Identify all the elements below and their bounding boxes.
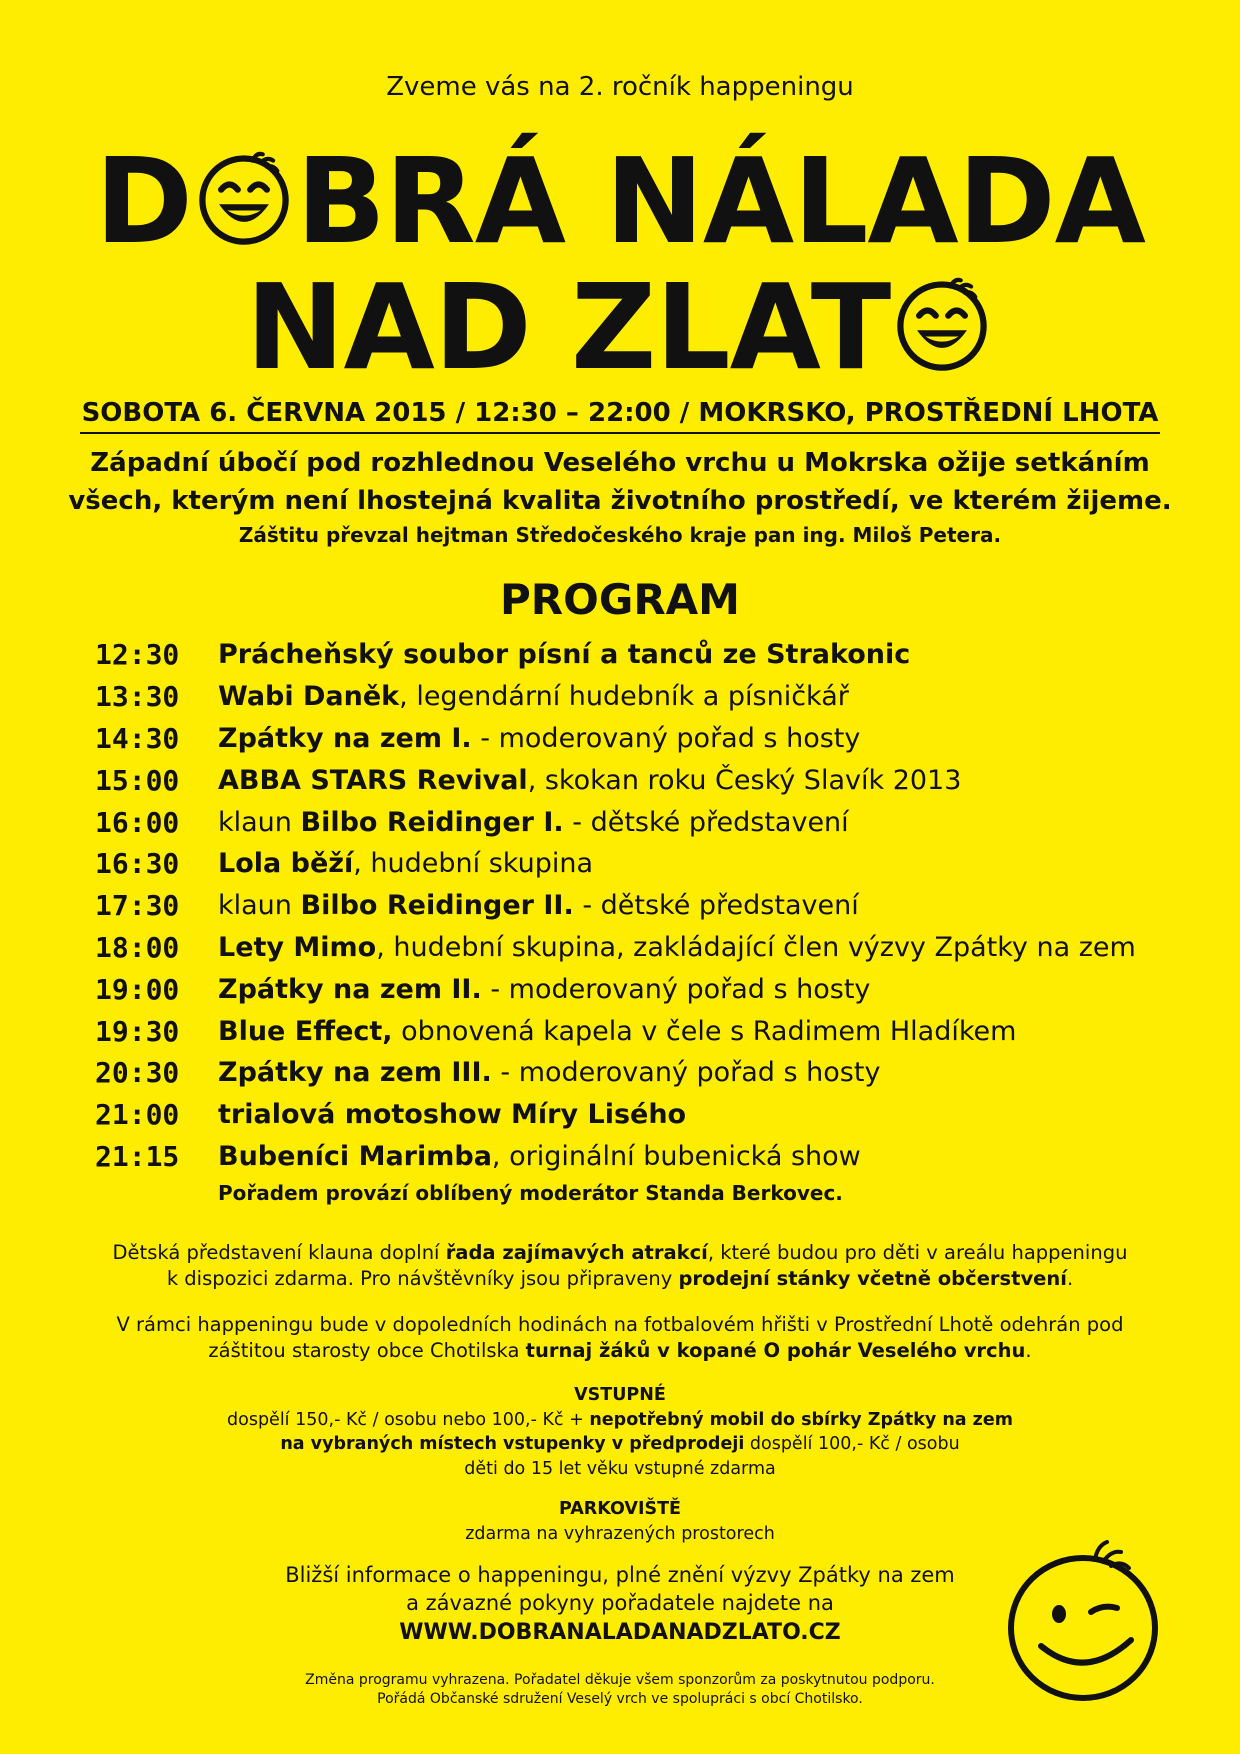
program-suffix: , legendární hudebník a písničkář	[399, 681, 849, 713]
event-dateline: SOBOTA 6. ČERVNA 2015 / 12:30 – 22:00 / MOKRSKO, PROSTŘEDNÍ LHOTA	[80, 398, 1160, 434]
admission-line-2b: dospělí 100,- Kč / osobu	[744, 1434, 960, 1454]
host-note: Pořadem provází oblíbený moderátor Standa Berkovec.	[218, 1181, 843, 1205]
laughing-smiley-icon	[890, 272, 994, 376]
para1-c: , které budou pro děti v areálu happeningu	[707, 1241, 1128, 1264]
program-row	[95, 676, 1215, 718]
admission-section	[0, 1383, 1240, 1481]
title-line-1	[0, 132, 1240, 270]
admission-line-2	[0, 1432, 1240, 1457]
program-suffix: - dětské představení	[563, 806, 849, 838]
program-time: 17:30	[95, 889, 180, 923]
program-description	[218, 681, 849, 712]
intro-text: Zveme vás na 2. ročník happeningu	[386, 72, 854, 102]
program-act: Bilbo Reidinger I.	[300, 806, 564, 838]
program-row	[95, 1136, 1215, 1178]
program-time: 16:00	[95, 805, 180, 839]
program-suffix: , hudební skupina	[353, 848, 594, 880]
program-time: 16:30	[95, 847, 180, 881]
lead-line-2: všech, kterým není lhostejná kvalita životního prostředí, ve kterém žijeme.	[68, 486, 1172, 516]
program-suffix: - moderovaný pořad s hosty	[481, 973, 871, 1005]
program-time: 19:00	[95, 972, 180, 1006]
title-line-2	[0, 258, 1240, 396]
program-description	[218, 1141, 861, 1172]
title-line-1-start: D	[94, 132, 192, 270]
lead-text	[60, 444, 1180, 520]
program-time: 14:30	[95, 721, 180, 755]
para1-d: k dispozici zdarma. Pro návštěvníky jsou připraveny	[166, 1267, 679, 1290]
program-prefix: klaun	[218, 806, 301, 838]
para2-d: .	[1025, 1339, 1032, 1362]
program-act: ABBA STARS Revival	[218, 764, 528, 796]
title-line-2-start: NAD ZLAT	[245, 258, 891, 396]
program-row	[95, 885, 1215, 927]
info-line-2: a závazné pokyny pořadatele najdete na	[406, 1591, 834, 1615]
lead-line-1: Západní úbočí pod rozhlednou Veselého vrchu u Mokrska ožije setkáním	[90, 448, 1150, 478]
admission-heading: VSTUPNÉ	[574, 1385, 666, 1405]
para1-a: Dětská představení klauna doplní	[112, 1241, 446, 1264]
program-description	[218, 639, 910, 670]
program-row	[95, 968, 1215, 1010]
para1-e: prodejní stánky včetně občerstvení	[678, 1267, 1067, 1290]
footer-line-2: Pořádá Občanské sdružení Veselý vrch ve spolupráci s obcí Chotilsko.	[377, 1691, 863, 1707]
program-description	[218, 1099, 686, 1130]
program-suffix: , hudební skupina, zakládající člen výzvy Zpátky na zem	[376, 931, 1136, 963]
admission-line-2a: na vybraných místech vstupenky v předprodeji	[280, 1434, 745, 1454]
laughing-smiley-icon	[192, 146, 296, 250]
program-description	[218, 723, 860, 754]
program-act: Prácheňský soubor písní a tanců ze Strakonic	[218, 639, 911, 671]
program-time: 21:00	[95, 1098, 180, 1132]
program-description	[218, 765, 961, 796]
program-row	[95, 759, 1215, 801]
program-row	[95, 1010, 1215, 1052]
program-prefix: klaun	[218, 890, 301, 922]
program-description	[218, 890, 859, 921]
program-act: Lety Mimo	[218, 931, 377, 963]
program-act: trialová motoshow Míry Lisého	[218, 1099, 687, 1131]
program-suffix: - moderovaný pořad s hosty	[471, 722, 861, 754]
program-description	[218, 1016, 1016, 1047]
program-act: Lola běží	[218, 848, 354, 880]
program-time: 13:30	[95, 680, 180, 714]
program-time: 20:30	[95, 1056, 180, 1090]
program-time: 15:00	[95, 763, 180, 797]
admission-line-3: děti do 15 let věku vstupné zdarma	[464, 1458, 776, 1479]
para1-b: řada zajímavých atrakcí	[445, 1241, 708, 1264]
info-line-1: Bližší informace o happeningu, plné znění výzvy Zpátky na zem	[285, 1563, 955, 1587]
footer-line-1: Změna programu vyhrazena. Pořadatel děkuje všem sponzorům za poskytnutou podporu.	[305, 1672, 935, 1688]
program-row	[95, 843, 1215, 885]
program-suffix: obnovená kapela v čele s Radimem Hladíkem	[392, 1015, 1017, 1047]
para2-c: turnaj žáků v kopané O pohár Veselého vrchu	[525, 1339, 1026, 1362]
title-line-1-end: BRÁ NÁLADA	[295, 132, 1146, 270]
para2-b: záštitou starosty obce Chotilska	[208, 1339, 526, 1362]
program-act: Wabi Daněk	[218, 681, 400, 713]
parking-text: zdarma na vyhrazených prostorech	[465, 1524, 775, 1544]
program-row	[95, 927, 1215, 969]
program-suffix: , originální bubenická show	[491, 1140, 861, 1172]
winking-smiley-icon	[995, 1528, 1175, 1708]
admission-line-1a: dospělí 150,- Kč / osobu nebo 100,- Kč +	[227, 1409, 590, 1430]
admission-line-1b: nepotřebný mobil do sbírky Zpátky na zem	[589, 1409, 1013, 1430]
program-row	[95, 801, 1215, 843]
program-time: 21:15	[95, 1139, 180, 1173]
para2-a: V rámci happeningu bude v dopoledních hodinách na fotbalovém hřišti v Prostřední Lhotě odehrán pod	[116, 1313, 1124, 1336]
program-description	[218, 1057, 880, 1088]
program-act: Zpátky na zem II.	[218, 973, 482, 1005]
program-row	[95, 634, 1215, 676]
program-act: Bubeníci Marimba	[218, 1140, 492, 1172]
program-row	[95, 1094, 1215, 1136]
website-link[interactable]: WWW.DOBRANALADANADZLATO.CZ	[399, 1620, 841, 1645]
program-act: Bilbo Reidinger II.	[300, 890, 574, 922]
program-description	[218, 807, 849, 838]
program-act: Zpátky na zem III.	[218, 1057, 492, 1089]
admission-line-1	[0, 1408, 1240, 1433]
program-time: 18:00	[95, 930, 180, 964]
program-act: Zpátky na zem I.	[218, 722, 472, 754]
program-description	[218, 974, 870, 1005]
program-description	[218, 932, 1136, 963]
program-list	[95, 634, 1215, 1177]
para1-f: .	[1066, 1267, 1074, 1290]
parking-heading: PARKOVIŠTĚ	[559, 1499, 681, 1519]
program-description	[218, 848, 593, 879]
program-suffix: - moderovaný pořad s hosty	[491, 1057, 881, 1089]
program-suffix: , skokan roku Český Slavík 2013	[527, 764, 962, 796]
patron-note: Záštitu převzal hejtman Středočeského kraje pan ing. Miloš Petera.	[238, 523, 1002, 547]
program-time: 19:30	[95, 1014, 180, 1048]
attractions-paragraph	[60, 1240, 1180, 1292]
program-suffix: - dětské představení	[573, 890, 859, 922]
football-paragraph	[60, 1312, 1180, 1364]
program-act: Blue Effect,	[218, 1015, 393, 1047]
program-row	[95, 718, 1215, 760]
program-row	[95, 1052, 1215, 1094]
program-time: 12:30	[95, 638, 180, 672]
program-heading: PROGRAM	[500, 575, 740, 624]
